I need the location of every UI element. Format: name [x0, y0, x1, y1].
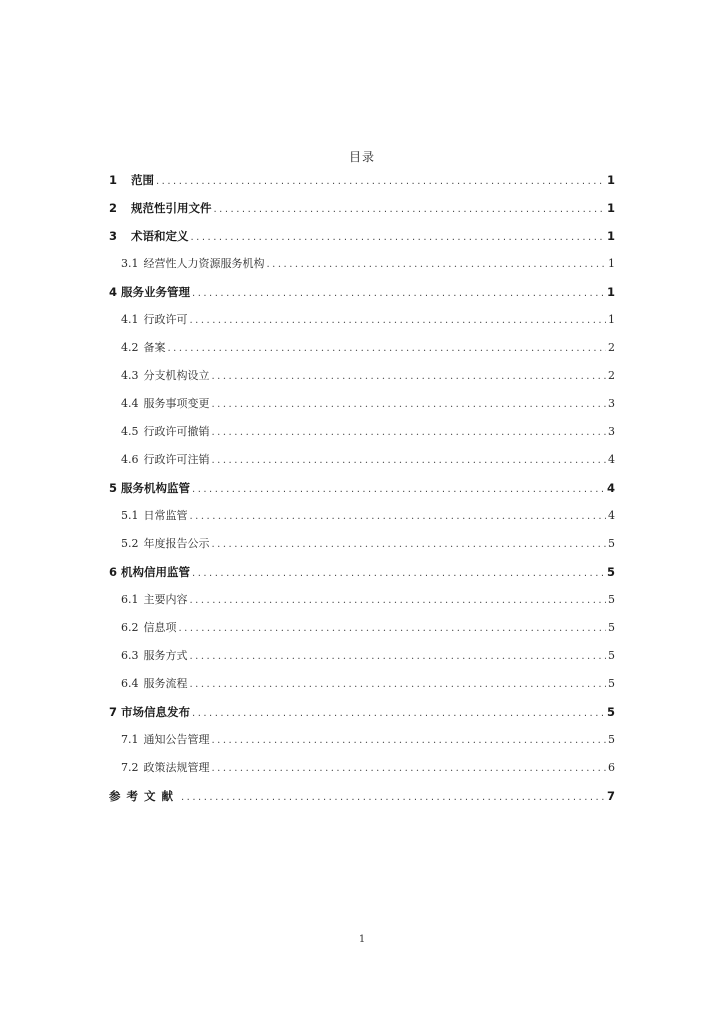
- toc-entry-label: 备案: [143, 341, 166, 354]
- toc-entry-credit-supervision[interactable]: [109, 558, 615, 586]
- dot-leader: [212, 419, 607, 447]
- toc-entry-number: 5: [109, 481, 118, 495]
- toc-entry-number: 4.6: [121, 453, 139, 466]
- dot-leader: [192, 476, 605, 504]
- toc-entry-label: 行政许可注销: [143, 453, 210, 466]
- toc-entry-page: 2: [608, 369, 615, 382]
- toc-entry-4-1[interactable]: [109, 306, 615, 334]
- toc-entry-4-3[interactable]: [109, 362, 615, 390]
- toc-entry-4-4[interactable]: [109, 390, 615, 418]
- toc-entry-page: 5: [608, 733, 615, 746]
- toc-entry-service-business[interactable]: [109, 278, 615, 306]
- toc-entry-number: 2: [109, 201, 118, 215]
- toc-entry-5-1[interactable]: [109, 502, 615, 530]
- toc-entry-label: 行政许可: [143, 313, 188, 326]
- toc-entry-label: 分支机构设立: [143, 369, 210, 382]
- toc-entry-3-1[interactable]: [109, 250, 615, 278]
- toc-entry-page: 6: [608, 761, 615, 774]
- toc-entry-page: 5: [606, 705, 615, 719]
- toc-entry-page: 5: [608, 621, 615, 634]
- toc-entry-number: 4.5: [121, 425, 139, 438]
- toc-entry-number: 1: [109, 173, 118, 187]
- dot-leader: [190, 643, 607, 671]
- toc-entry-label: 服务方式: [143, 649, 188, 662]
- toc-entry-number: 5.2: [121, 537, 139, 550]
- dot-leader: [212, 755, 607, 783]
- dot-leader: [156, 168, 605, 196]
- toc-entry-label: 市场信息发布: [121, 705, 191, 719]
- toc-entry-label: 主要内容: [143, 593, 188, 606]
- toc-entry-terms-definitions[interactable]: [109, 222, 615, 250]
- toc-entry-number: 3.1: [121, 257, 139, 270]
- toc-entry-number: 7: [109, 705, 118, 719]
- toc-entry-page: 1: [608, 313, 615, 326]
- toc-entry-page: 1: [606, 173, 615, 187]
- toc-entry-institution-supervision[interactable]: [109, 474, 615, 502]
- dot-leader: [212, 391, 607, 419]
- toc-entry-label: 服务流程: [143, 677, 188, 690]
- toc-entry-normative-references[interactable]: [109, 194, 615, 222]
- toc-entry-page: 1: [608, 257, 615, 270]
- toc-entry-number: 4.3: [121, 369, 139, 382]
- toc-entry-number: 4: [109, 285, 118, 299]
- dot-leader: [168, 335, 607, 363]
- dot-leader: [181, 784, 605, 812]
- page-number: 1: [358, 934, 366, 945]
- dot-leader: [192, 560, 605, 588]
- toc-entry-page: 2: [608, 341, 615, 354]
- toc-entry-page: 5: [608, 677, 615, 690]
- dot-leader: [190, 671, 607, 699]
- toc-entry-6-2[interactable]: [109, 614, 615, 642]
- dot-leader: [190, 587, 607, 615]
- toc-entry-label: 年度报告公示: [143, 537, 210, 550]
- toc-entry-page: 1: [606, 229, 615, 243]
- toc-entry-label: 范围: [131, 173, 154, 187]
- toc-entry-page: 4: [608, 453, 615, 466]
- toc-entry-7-2[interactable]: [109, 754, 615, 782]
- toc-entry-page: 5: [608, 593, 615, 606]
- toc-entry-number: 6.1: [121, 593, 139, 606]
- toc-entry-number: 6.2: [121, 621, 139, 634]
- toc-title: 目录: [348, 150, 375, 164]
- toc-entry-label: 参考文献: [109, 789, 179, 803]
- toc-entry-number: 6.4: [121, 677, 139, 690]
- toc-entry-page: 4: [608, 509, 615, 522]
- toc-entry-number: 6.3: [121, 649, 139, 662]
- toc-entry-number: 3: [109, 229, 118, 243]
- toc-entry-label: 经营性人力资源服务机构: [143, 257, 265, 270]
- toc-entry-label: 政策法规管理: [143, 761, 210, 774]
- toc-entry-label: 机构信用监管: [121, 565, 191, 579]
- toc-entry-label: 规范性引用文件: [131, 201, 212, 215]
- toc-entry-label: 通知公告管理: [143, 733, 210, 746]
- toc-entry-label: 术语和定义: [131, 229, 189, 243]
- toc-entry-4-6[interactable]: [109, 446, 615, 474]
- toc-entry-number: 4.2: [121, 341, 139, 354]
- toc-entry-4-5[interactable]: [109, 418, 615, 446]
- toc-entry-page: 7: [606, 789, 615, 803]
- dot-leader: [190, 503, 607, 531]
- toc-entry-number: 4.1: [121, 313, 139, 326]
- toc-entry-page: 3: [608, 397, 615, 410]
- dot-leader: [192, 700, 605, 728]
- toc-entry-6-3[interactable]: [109, 642, 615, 670]
- toc-entry-label: 服务事项变更: [143, 397, 210, 410]
- toc-entry-6-1[interactable]: [109, 586, 615, 614]
- toc-entry-page: 1: [606, 201, 615, 215]
- toc-entry-number: 6: [109, 565, 118, 579]
- dot-leader: [190, 307, 607, 335]
- dot-leader: [212, 531, 607, 559]
- toc-entry-page: 4: [606, 481, 615, 495]
- toc-entry-7-1[interactable]: [109, 726, 615, 754]
- toc-entry-page: 5: [608, 537, 615, 550]
- toc-entry-label: 服务业务管理: [121, 285, 191, 299]
- toc-entry-number: 7.1: [121, 733, 139, 746]
- toc-entry-page: 3: [608, 425, 615, 438]
- toc-entry-page: 1: [606, 285, 615, 299]
- dot-leader: [179, 615, 607, 643]
- toc-entry-scope[interactable]: [109, 166, 615, 194]
- dot-leader: [212, 727, 607, 755]
- toc-entry-label: 行政许可撤销: [143, 425, 210, 438]
- table-of-contents: [109, 166, 615, 810]
- toc-entry-number: 5.1: [121, 509, 139, 522]
- toc-entry-references[interactable]: [109, 782, 615, 810]
- dot-leader: [212, 447, 607, 475]
- toc-entry-market-info[interactable]: [109, 698, 615, 726]
- toc-entry-number: 7.2: [121, 761, 139, 774]
- dot-leader: [212, 363, 607, 391]
- dot-leader: [191, 224, 605, 252]
- toc-entry-4-2[interactable]: [109, 334, 615, 362]
- toc-entry-number: 4.4: [121, 397, 139, 410]
- toc-entry-page: 5: [608, 649, 615, 662]
- dot-leader: [192, 280, 605, 308]
- toc-entry-label: 服务机构监管: [121, 481, 191, 495]
- toc-entry-label: 日常监管: [143, 509, 188, 522]
- dot-leader: [214, 196, 605, 224]
- toc-entry-5-2[interactable]: [109, 530, 615, 558]
- toc-entry-label: 信息项: [143, 621, 177, 634]
- toc-entry-6-4[interactable]: [109, 670, 615, 698]
- dot-leader: [267, 251, 607, 279]
- toc-entry-page: 5: [606, 565, 615, 579]
